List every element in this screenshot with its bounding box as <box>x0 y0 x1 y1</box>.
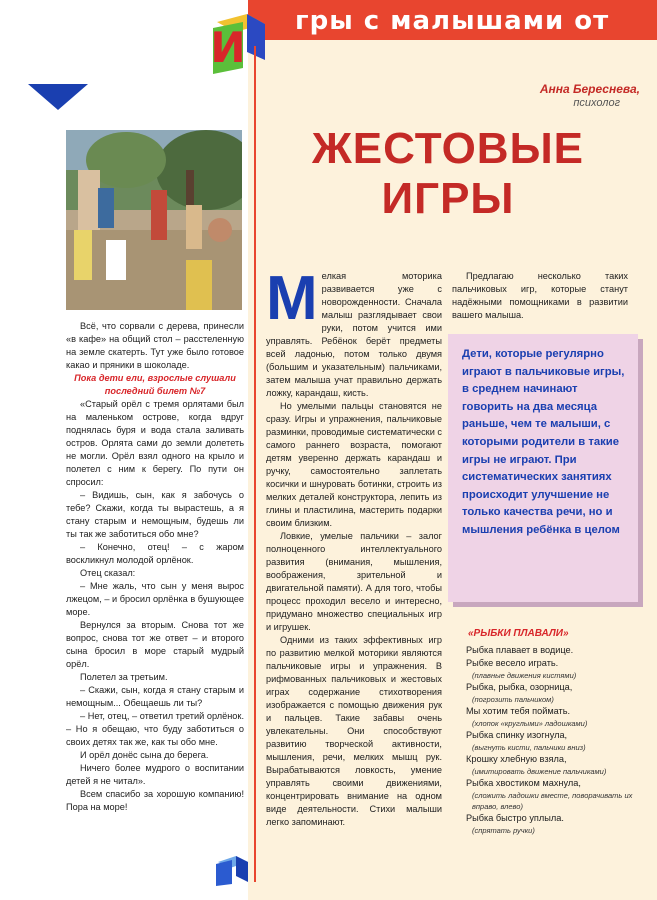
article-column-middle <box>266 264 442 829</box>
poem-line: Крошку хлебную взяла, <box>466 754 567 764</box>
poem-line: Рыбка быстро уплыла. <box>466 813 564 823</box>
poem-line: Мы хотим тебя поймать. <box>466 706 571 716</box>
drop-cap: М <box>266 264 318 333</box>
story-paragraph: Ничего более мудрого о воспитании детей я не читал». <box>66 763 244 786</box>
author-name: Анна Береснева, <box>539 82 640 96</box>
callout-text: Дети, которые регулярно играют в пальчиковые игры, в среднем начинают говорить на два месяца раньше, чем те малыши, с которыми родители в такие игры не играют. При систематических занятиях происходит улучшение не только качества речи, но и мышления ребёнка в целом <box>462 348 625 536</box>
poem-line: Рыбке весело играть. <box>466 658 559 668</box>
cube-letter: И <box>210 23 246 72</box>
story-paragraph: Всё, что сорвали с дерева, принесли «в кафе» на общий стол – расстеленную на земле скатерть. Тут уже было готовое какао и пряники в шоколаде. <box>66 321 244 370</box>
poem-note: (сложить ладошки вместе, поворачивать их вправо, влево) <box>472 791 633 811</box>
article-title-line1: ЖЕСТОВЫЕ <box>312 124 584 173</box>
poem-line: Рыбка плавает в водице. <box>466 645 574 655</box>
story-paragraph: – Мне жаль, что сын у меня вырос лжецом, – и бросил орлёнка в бушующее море. <box>66 581 244 617</box>
small-cube-icon <box>214 852 250 888</box>
article-title-line2: ИГРЫ <box>381 174 515 223</box>
poem-line: Рыбка хвостиком махнула, <box>466 778 581 788</box>
article-column-right <box>452 270 628 322</box>
poem-note: (выгнуть кисти, пальчики вниз) <box>472 743 586 752</box>
triangle-decoration <box>28 84 88 110</box>
story-paragraph: – Скажи, сын, когда я стану старым и немощным... Обещаешь ли ты? <box>66 685 244 708</box>
story-paragraph: – Конечно, отец! – с жаром воскликнул молодой орлёнок. <box>66 542 244 565</box>
story-paragraph: – Нет, отец, – ответил третий орлёнок. – Но я обещаю, что буду заботиться о своих детях так же, как ты обо мне. <box>66 711 244 747</box>
story-paragraph: Полетел за третьим. <box>80 672 168 682</box>
story-paragraph: – Видишь, сын, как я забочусь о тебе? Скажи, когда ты вырастешь, а я стану старым и немощным, будешь ли ты так же заботиться обо мне? <box>66 490 244 539</box>
article-title <box>268 124 628 224</box>
poem-note: (погрозить пальчиком) <box>472 695 554 704</box>
story-paragraph: «Старый орёл с тремя орлятами был на маленьком острове, когда вдруг поднялась буря и вода стала заливать остров. Орлята сами до земли долететь не могли. Орёл взял одного на крыло и полетел с ним к берегу. По пути он спросил: <box>66 399 244 487</box>
poem-line: Рыбка спинку изогнула, <box>466 730 568 740</box>
article-paragraph: Одними из таких эффективных игр по развитию мелкой моторики являются пальчиковые игры и упражнения. В рифмованных пальчиковых и жестовых играх содержание стихотворения изображается с помощью движения рук и пальцев. Такие забавы очень увлекательны. Они способствуют развитию творческой активности, мышления, речи, мелких мышц рук. Вырабатываются ловкость, умение управлять своими движениями, концентрировать внимание на одном виде деятельности. Стихи малыши легко запоминают. <box>266 635 442 827</box>
poem-title: «РЫБКИ ПЛАВАЛИ» <box>468 628 569 639</box>
story-paragraph: Всем спасибо за хорошую компанию! Пора на море! <box>66 789 244 812</box>
poem-line: Рыбка, рыбка, озорница, <box>466 682 573 692</box>
article-paragraph: Предлагаю несколько таких пальчиковых игр, которые станут надёжными помощниками в развитии вашего малыша. <box>452 271 628 320</box>
poem-note: (имитировать движение пальчиками) <box>472 767 607 776</box>
story-subheading: Пока дети ели, взрослые слушали последний билет №7 <box>74 373 236 396</box>
story-paragraph: Отец сказал: <box>80 568 136 578</box>
article-paragraph: Но умелыми пальцы становятся не сразу. Игры и упражнения, пальчиковые разминки, проводимые систематически с самого раннего возраста, помогают детям уверенно держать карандаш и ручку, самостоятельно заплетать косички и шнуровать ботинки, строить из мелких деталей конструктора, лепить из глины и пластилина, мастерить подарки своим близким. <box>266 401 442 528</box>
divider-line <box>254 46 256 882</box>
header-title: гры с малышами от <box>295 6 610 36</box>
poem-note: (спрятать ручки) <box>472 826 535 835</box>
family-photo <box>66 130 242 310</box>
poem-body <box>466 644 636 836</box>
story-paragraph: И орёл донёс сына до берега. <box>80 750 209 760</box>
author-role: психолог <box>573 97 620 109</box>
poem-note: (плавные движения кистями) <box>472 671 577 680</box>
poem-note: (хлопок «круглыми» ладошками) <box>472 719 588 728</box>
story-paragraph: Вернулся за вторым. Снова тот же вопрос, снова тот же ответ – и второго сына бросил в море старый мудрый орёл. <box>66 620 244 669</box>
letter-cube-icon <box>207 8 269 78</box>
article-paragraph: елкая моторика развивается уже с новорожденности. Сначала малыш разглядывает свои руки, потом учится ими управлять. Ребёнок берёт предметы всей ладонью, потом только двумя (большим и указательным) пальчиками, затем малыша учат правильно держать ложку, карандаш, кисть. <box>266 271 442 398</box>
article-paragraph: Ловкие, умелые пальчики – залог полноценного интеллектуального развития (внимания, мышления, воображения, зрительной и двигательной памяти). А для того, чтобы процесс проходил весело и интересно, придумано множество специальных игр и игрушек. <box>266 531 442 632</box>
story-column <box>66 320 244 814</box>
